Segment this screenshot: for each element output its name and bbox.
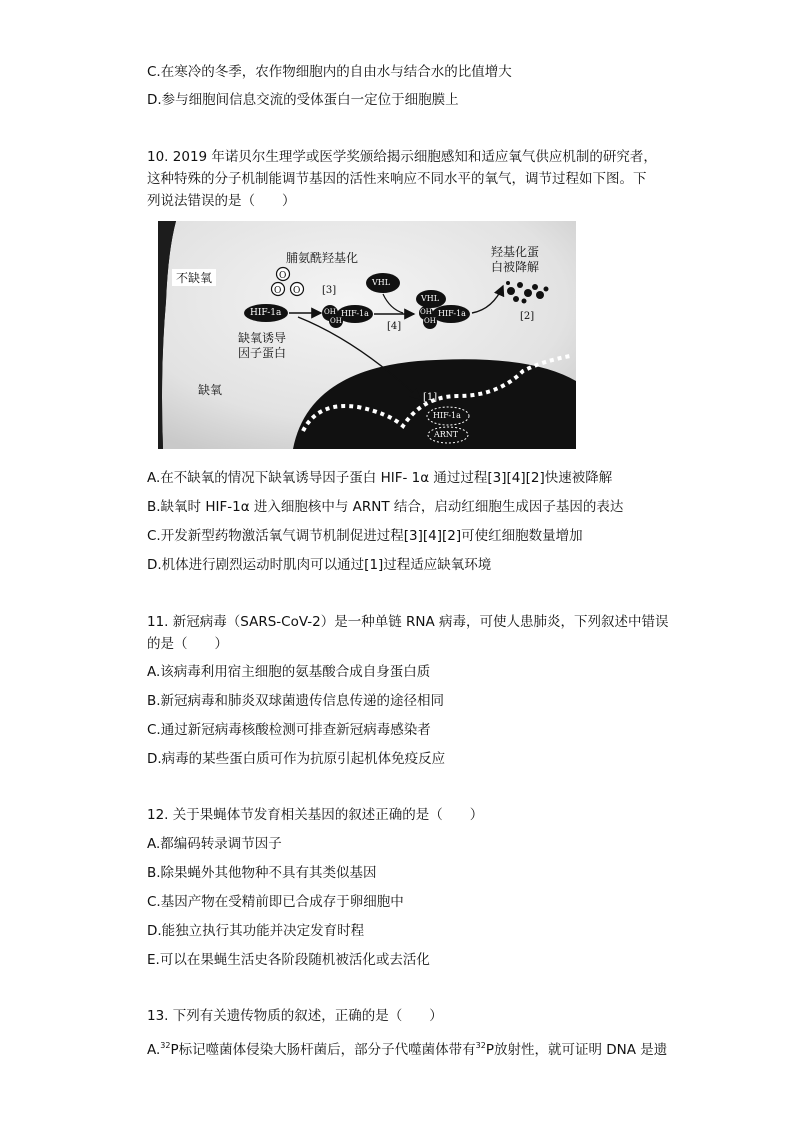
q11-option-a: A.该病毒利用宿主细胞的氨基酸合成自身蛋白质 — [147, 664, 431, 680]
q12-option-e: E.可以在果蝇生活史各阶段随机被活化或去活化 — [147, 952, 430, 968]
q10-stem — [147, 146, 677, 212]
label-hypoxia: 缺氧 — [198, 383, 223, 397]
label-oh-1: OH — [324, 308, 336, 316]
q13-a-prefix: A. — [147, 1042, 161, 1058]
label-arnt: ARNT — [434, 430, 459, 439]
label-vhl-complex: VHL — [421, 294, 440, 303]
q11-option-c: C.通过新冠病毒核酸检测可排查新冠病毒感染者 — [147, 722, 431, 738]
q10-stem-line-2: 这种特殊的分子机制能调节基因的活性来响应不同水平的氧气，调节过程如下图。下 — [147, 171, 647, 187]
label-o-3: O — [293, 286, 301, 296]
q13-isotope-sup-2: 32 — [475, 1041, 486, 1050]
q10-stem-line-3: 列说法错误的是（ ） — [147, 193, 296, 209]
label-hif-complex: HIF-1a — [438, 309, 466, 318]
label-hif-left: HIF-1a — [250, 308, 282, 318]
label-step-3: [3] — [322, 285, 337, 296]
q13-a-part-1: P标记噬菌体侵染大肠杆菌后，部分子代噬菌体带有 — [170, 1042, 476, 1058]
label-hydroxylation: 脯氨酰羟基化 — [286, 251, 359, 265]
label-oh-4: OH — [424, 317, 436, 325]
label-hif-1: 缺氧诱导 — [238, 331, 287, 345]
q11-option-d: D.病毒的某些蛋白质可作为抗原引起机体免疫反应 — [147, 751, 446, 767]
q11-stem — [147, 611, 677, 655]
q9-option-c: C.在寒冷的冬季，农作物细胞内的自由水与结合水的比值增大 — [147, 64, 512, 80]
q12-option-d: D.能独立执行其功能并决定发育时程 — [147, 923, 365, 939]
label-oh-3: OH — [420, 308, 432, 316]
q10-option-c: C.开发新型药物激活氧气调节机制促进过程[3][4][2]可使红细胞数量增加 — [147, 528, 583, 544]
q13-option-a — [147, 1036, 667, 1060]
q9-option-d: D.参与细胞间信息交流的受体蛋白一定位于细胞膜上 — [147, 92, 459, 108]
q13-a-part-2: P放射性，就可证明 DNA 是遗 — [485, 1042, 668, 1058]
label-normoxia: 不缺氧 — [172, 269, 216, 286]
q11-stem-line-1: 11. 新冠病毒（SARS-CoV-2）是一种单链 RNA 病毒，可使人患肺炎，下列叙述中错误 — [147, 614, 669, 630]
q12-option-b: B.除果蝇外其他物种不具有其类似基因 — [147, 865, 377, 881]
q10-stem-line-1: 10. 2019 年诺贝尔生理学或医学奖颁给揭示细胞感知和适应氧气供应机制的研究者， — [147, 149, 657, 165]
q12-option-c: C.基因产物在受精前即已合成存于卵细胞中 — [147, 894, 404, 910]
hif-pathway-figure — [158, 221, 576, 449]
label-hif-mid: HIF-1a — [341, 309, 369, 318]
label-hif-2: 因子蛋白 — [238, 346, 287, 360]
label-vhl-top: VHL — [372, 278, 391, 287]
label-o-1: O — [279, 271, 287, 281]
label-oh-2: OH — [330, 317, 342, 325]
q10-option-a: A.在不缺氧的情况下缺氧诱导因子蛋白 HIF- 1α 通过过程[3][4][2]快速被降解 — [147, 470, 613, 486]
label-step-1: [1] — [423, 392, 438, 403]
label-step-4: [4] — [387, 321, 402, 332]
q12-stem: 12. 关于果蝇体节发育相关基因的叙述正确的是（ ） — [147, 807, 484, 823]
label-degradation-1: 羟基化蛋 — [491, 245, 540, 259]
q12-option-a: A.都编码转录调节因子 — [147, 836, 282, 852]
q13-isotope-sup-1: 32 — [160, 1041, 171, 1050]
label-o-2: O — [274, 286, 282, 296]
label-hif-nucleus: HIF-1a — [433, 411, 461, 420]
q10-option-d: D.机体进行剧烈运动时肌肉可以通过[1]过程适应缺氧环境 — [147, 557, 492, 573]
q11-stem-line-2: 的是（ ） — [147, 636, 228, 652]
q10-option-b: B.缺氧时 HIF-1α 进入细胞核中与 ARNT 结合，启动红细胞生成因子基因的表达 — [147, 499, 624, 515]
label-step-2: [2] — [520, 311, 535, 322]
label-degradation-2: 白被降解 — [491, 260, 540, 274]
q11-option-b: B.新冠病毒和肺炎双球菌遗传信息传递的途径相同 — [147, 693, 445, 709]
q13-stem: 13. 下列有关遗传物质的叙述，正确的是（ ） — [147, 1008, 443, 1024]
